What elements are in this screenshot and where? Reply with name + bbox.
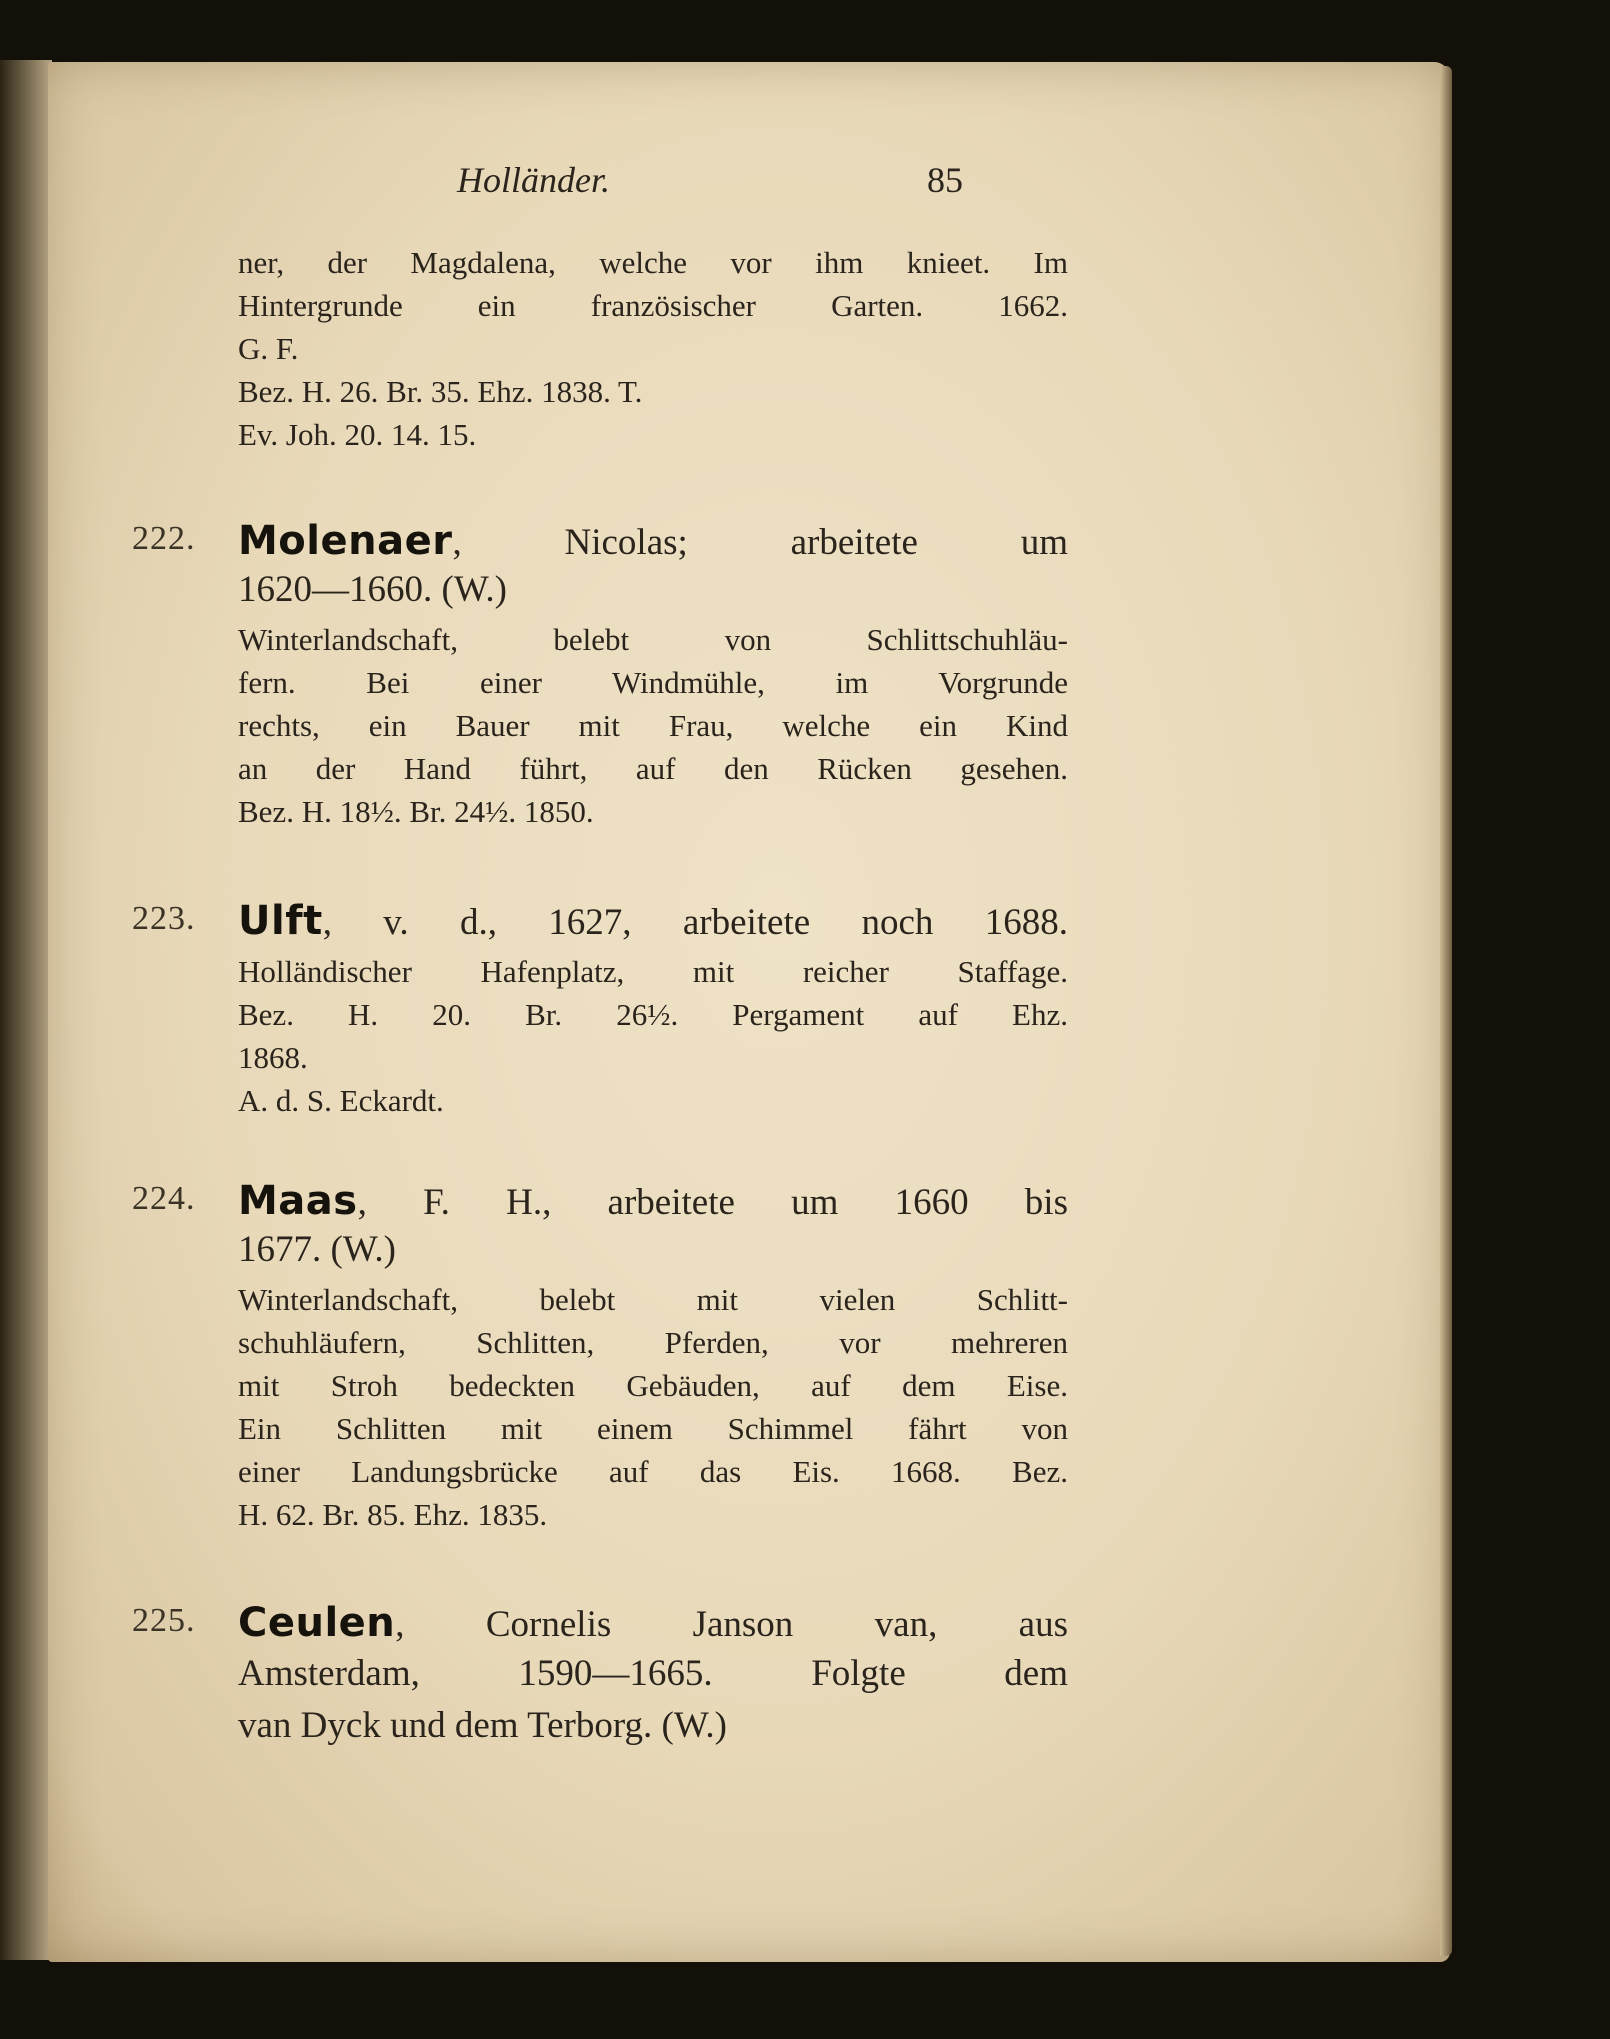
running-head [132,155,972,211]
artist-name: Ulft [238,898,323,944]
artist-name: Ceulen [238,1600,396,1646]
text-line: an der Hand führt, auf den Rücken gesehen. [238,751,1068,786]
entry-heading-line: Amsterdam, 1590—1665. Folgte dem [238,1653,1068,1694]
text-line: Bez. H. 26. Br. 35. Ehz. 1838. T. [238,374,643,409]
text-line: einer Landungsbrücke auf das Eis. 1668. Bez. [238,1454,1068,1489]
entry-heading-text: , v. d., 1627, arbeitete noch 1688. [322,902,1068,943]
text-line: Holländischer Hafenplatz, mit reicher Staffage. [238,954,1068,989]
entry-heading [238,1600,1068,1646]
text-line: Ev. Joh. 20. 14. 15. [238,417,477,452]
entry-heading-text: , Cornelis Janson van, aus [395,1604,1068,1645]
text-line: rechts, ein Bauer mit Frau, welche ein Kind [238,708,1068,743]
entry-number: 224. [132,1180,196,1217]
entry-heading [238,898,1068,944]
running-head-title: Holländer. [457,160,610,200]
page-edge [1440,66,1452,1956]
text-line: ner, der Magdalena, welche vor ihm knieet. Im [238,245,1068,280]
page-content [132,0,1072,2039]
text-line: H. 62. Br. 85. Ehz. 1835. [238,1497,548,1532]
text-line: schuhläufern, Schlitten, Pferden, vor mehreren [238,1325,1068,1360]
entry-number: 223. [132,900,196,937]
entry-number: 222. [132,520,196,557]
entry-heading-text: , F. H., arbeitete um 1660 bis [357,1182,1068,1223]
entry-heading-text: , Nicolas; arbeitete um [452,522,1068,563]
text-line: Ein Schlitten mit einem Schimmel fährt von [238,1411,1068,1446]
text-line: mit Stroh bedeckten Gebäuden, auf dem Eise. [238,1368,1068,1403]
text-line: Winterlandschaft, belebt von Schlittschuhläu- [238,622,1068,657]
text-line: A. d. S. Eckardt. [238,1083,444,1118]
entry-heading-line: 1677. (W.) [238,1229,396,1270]
text-line: G. F. [238,331,299,366]
entry-heading-line: van Dyck und dem Terborg. (W.) [238,1705,727,1746]
entry-heading [238,1178,1068,1224]
entry-heading [238,518,1068,564]
book-spine [0,60,52,1960]
artist-name: Molenaer [238,518,453,564]
text-line: Bez. H. 18½. Br. 24½. 1850. [238,794,594,829]
text-line: 1868. [238,1040,308,1075]
entry-heading-line: 1620—1660. (W.) [238,569,507,610]
artist-name: Maas [238,1178,358,1224]
text-line: Hintergrunde ein französischer Garten. 1662. [238,288,1068,323]
entry-number: 225. [132,1602,196,1639]
text-line: fern. Bei einer Windmühle, im Vorgrunde [238,665,1068,700]
text-line: Bez. H. 20. Br. 26½. Pergament auf Ehz. [238,997,1068,1032]
text-line: Winterlandschaft, belebt mit vielen Schlitt- [238,1282,1068,1317]
page-number: 85 [927,160,963,200]
